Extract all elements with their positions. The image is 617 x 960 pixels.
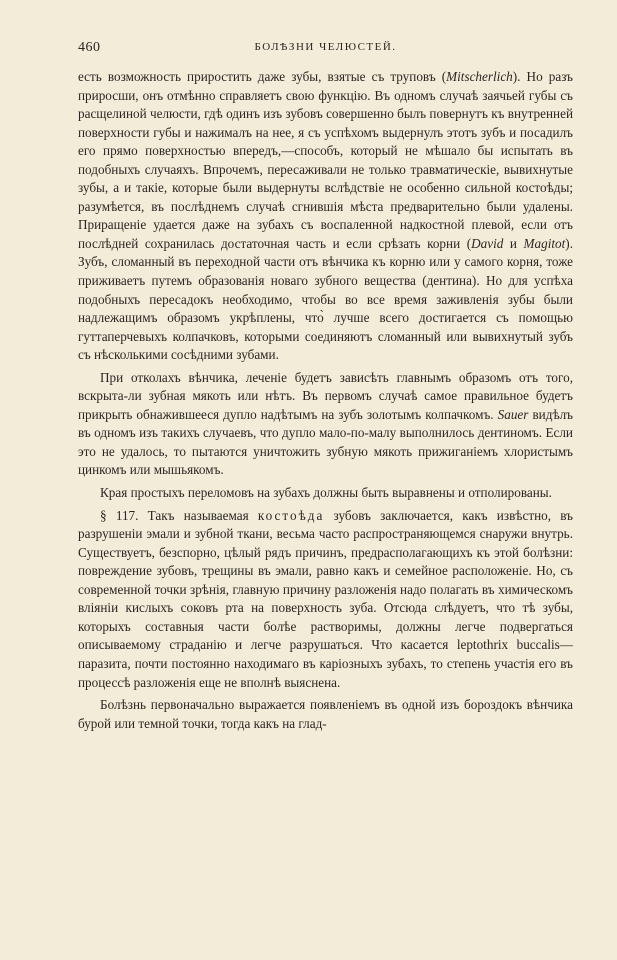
spaced-term: костоѣда — [257, 507, 325, 523]
paragraph: Края простыхъ переломовъ на зубахъ должны быть выравнены и отполированы. — [100, 485, 552, 501]
italic-name: David — [471, 235, 504, 251]
header-title: БОЛѢЗНИ ЧЕЛЮСТЕЙ. — [254, 41, 397, 53]
running-head — [78, 40, 573, 60]
italic-name: Mitscherlich — [446, 69, 513, 84]
paragraph: Болѣзнь первоначально выражается появленіемъ въ одной изъ бороздокъ вѣнчика бурой или темной точки, тогда какъ на глад- — [78, 697, 573, 731]
paragraph: При отколахъ вѣнчика, леченіе будетъ зависѣть главнымъ образомъ отъ того, вскрыта-ли зубная мякоть или нѣтъ. Въ первомъ случаѣ самое правильное будетъ прикрыть обнажившееся дупло надѣтымъ на зубъ золотымъ колпачкомъ. Sauer видѣлъ въ одномъ изъ такихъ случаевъ, что дупло мало-по-малу выполнилось дентиномъ. Если это не удалось, то пытаются уничтожить зубную мякоть прижиганіемъ хлористымъ цинкомъ или мышьякомъ. — [78, 369, 574, 478]
paragraph: есть возможность приростить даже зубы, взятые съ труповъ (Mitscherlich). Но разъ приросши, онъ отмѣнно справляетъ свою функцію. Въ одномъ случаѣ заячьей губы съ расщелиной челюсти, гдѣ одинъ изъ зубовъ совершенно былъ повернутъ къ внутренней поверхности губы и нажималъ на нее, я съ успѣхомъ выдернулъ этотъ зубъ и посадилъ его прямо поверхностью впередъ,—способъ, который не мѣшало бы испытать въ подобныхъ случаяхъ. Впрочемъ, пересаживали не только травматическіе, вывихнутые зубы, а и такіе, которые были выдернуты вслѣдствіе не особенно сильной костоѣды; разумѣется, въ послѣднемъ случаѣ сгнившія мѣста предварительно были удалены. Приращеніе удается даже на зубахъ съ воспаленной надкостной плевой, если отъ послѣдней сохранилась достаточная часть и если срѣзать корни (David и Magitot). Зубъ, сломанный въ переходной части отъ вѣнчика къ корню или у самого корня, тоже приживаетъ путемъ образованія новаго зубного вещества (дентина). Но для успѣха подобныхъ пересадокъ необходимо, чтобы во все время заживленія зубы были надлежащимъ образомъ укрѣплены, что̀ лучше всего достигается съ помощью гуттаперчевыхъ колпачковъ, которыми соединяютъ сломанный или вывихнутый зубъ съ нѣсколькими сосѣдними зубами. — [78, 69, 573, 363]
italic-name: Sauer — [497, 406, 529, 422]
italic-name: Magitot — [523, 235, 566, 251]
section-paragraph: § 117. Такъ называемая костоѣда зубовъ заключается, какъ извѣстно, въ разрушеніи эмали и зубной ткани, весьма часто распространяющемся снаружи внутрь. Существуетъ, безспорно, цѣлый рядъ причинъ, предрасполагающихъ къ этой болѣзни: повреждение зубовъ, трещины въ эмали, равно какъ и семейное расположеніе. Но, съ современной точки зрѣнія, главную причину разложенія надо полагать въ химическомъ вліяніи кислыхъ соковъ рта на поверхность зуба. Отсюда слѣдуетъ, что тѣ зубы, которыхъ составныя части болѣе растворимы, должны легче подвергаться описываемому страданію и легче разрушаться. Что касается leptothrix buccalis—паразита, почти постоянно находимаго въ каріозныхъ зубахъ, то степень участія его въ процессѣ разложенія еще не вполнѣ выяснена. — [78, 507, 573, 690]
page-number: 460 — [78, 40, 101, 55]
body-text — [78, 68, 573, 733]
